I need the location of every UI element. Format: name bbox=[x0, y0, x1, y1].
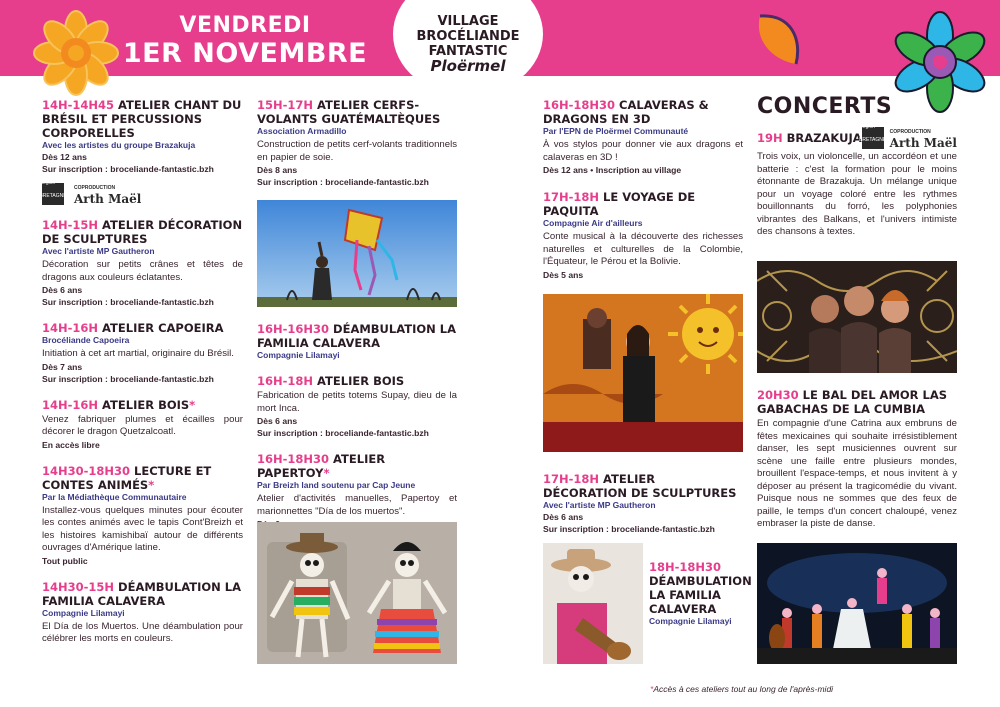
event-title bbox=[42, 98, 243, 140]
event-name: DÉAMBULATION LA FAMILIA CALAVERA bbox=[42, 579, 241, 608]
event-description: Conte musical à la découverte des richesses naturelles et culturelles de la Colombie, l'Équateur, le Pérou et la Bolivie. bbox=[543, 231, 743, 267]
event-item bbox=[257, 452, 457, 530]
event-name: BRAZAKUJA bbox=[782, 131, 862, 145]
event-name: ATELIER BOIS bbox=[313, 374, 405, 388]
event-time: 14H-16H bbox=[42, 321, 99, 335]
event-organizer: Compagnie Lilamayi bbox=[42, 607, 125, 618]
event-registration: Sur inscription : broceliande-fantastic.bzh bbox=[42, 164, 214, 174]
event-item bbox=[42, 464, 243, 567]
event-item bbox=[42, 398, 243, 451]
village-badge-text bbox=[405, 14, 531, 74]
event-name: ATELIER DÉCORATION DE SCULPTURES bbox=[42, 218, 243, 246]
event-title bbox=[42, 464, 243, 492]
event-organizer: Brocéliande Capoeira bbox=[42, 335, 130, 345]
arth-mael-logo: COPRODUCTION Arth Maël bbox=[889, 129, 957, 150]
column-4-lower bbox=[757, 388, 957, 544]
event-time: 14H-14H45 bbox=[42, 98, 115, 112]
event-time: 18H-18H30 bbox=[649, 560, 722, 574]
event-name: ATELIER CERFS-VOLANTS GUATÉMALTÈQUES bbox=[257, 98, 441, 126]
event-description: El Día de los Muertos. Une déambulation pour célébrer les morts en couleurs. bbox=[42, 620, 243, 644]
event-time: 15H-17H bbox=[257, 98, 314, 112]
event-description: Atelier d'activités manuelles, Papertoy et marionnettes "Día de los muertos". bbox=[257, 493, 457, 517]
event-item bbox=[257, 322, 457, 361]
event-title bbox=[42, 218, 243, 246]
event-name: CALAVERAS & DRAGONS EN 3D bbox=[543, 98, 709, 126]
event-age: Dès 7 ans bbox=[42, 361, 83, 372]
event-organizer: Avec l'artiste MP Gautheron bbox=[543, 500, 656, 510]
event-time: 19H bbox=[757, 131, 783, 145]
event-description: Installez-vous quelques minutes pour écouter les contes animés avec le tapis Cont'Breizh et les histoires kamishibaï autour de différents ouvrages d'Amérique latine. bbox=[42, 504, 243, 553]
asterisk-mark: * bbox=[148, 477, 155, 492]
badge-line: VILLAGE bbox=[437, 14, 499, 29]
event-item bbox=[257, 374, 457, 439]
footnote bbox=[650, 684, 833, 694]
column-3-side bbox=[649, 560, 752, 640]
event-time: 16H-18H bbox=[257, 374, 314, 388]
event-time: 17H-18H bbox=[543, 190, 600, 204]
event-name: LE VOYAGE DE PAQUITA bbox=[543, 190, 696, 218]
event-title bbox=[543, 98, 743, 126]
event-description: En compagnie d'une Catrina aux embruns de fêtes mexicaines qui souhaite irrésistiblement danser, les sept musiciennes ouvrent sur scène une faille entre plusieurs mondes, brouillent l'espace-temps, et nous invitent à y déposer au présent la tragicomédie du vivant. Puisque nous ne sommes que des feux de paille, le temps d'un concert chaloupé, venez embraser la piste de danse. bbox=[757, 418, 957, 529]
arth-mael-logo: COPRODUCTION Arth Maël bbox=[74, 185, 142, 206]
sponsor-logos bbox=[39, 180, 243, 206]
concert-item bbox=[757, 388, 957, 531]
event-organizer: Compagnie Lilamayi bbox=[257, 350, 340, 360]
event-age: Dès 12 ans bbox=[42, 152, 87, 162]
orange-flower-icon bbox=[30, 8, 122, 98]
column-1 bbox=[39, 98, 243, 659]
badge-town: Ploërmel bbox=[430, 57, 506, 75]
badge-line: FANTASTIC bbox=[428, 44, 508, 59]
event-item bbox=[42, 218, 243, 308]
concerts-heading: CONCERTS bbox=[757, 94, 893, 119]
event-title bbox=[257, 98, 457, 126]
gabachas-stage-photo bbox=[757, 543, 957, 664]
event-item bbox=[543, 98, 743, 176]
event-title bbox=[543, 190, 743, 218]
event-organizer: Avec l'artiste MP Gautheron bbox=[42, 246, 155, 256]
event-title bbox=[257, 322, 457, 350]
event-registration: Sur inscription : broceliande-fantastic.bzh bbox=[42, 373, 214, 384]
event-title bbox=[757, 388, 957, 416]
event-name: ATELIER CHANT DU BRÉSIL ET PERCUSSIONS CORPORELLES bbox=[42, 98, 242, 140]
event-age: Dès 8 ans bbox=[257, 165, 298, 175]
event-description: Venez fabriquer plumes et écailles pour décorer le dragon Quetzalcoatl. bbox=[42, 413, 243, 437]
event-organizer: Avec les artistes du groupe Brazakuja bbox=[42, 140, 196, 150]
column-2 bbox=[257, 98, 457, 543]
asterisk-mark: * bbox=[650, 684, 654, 694]
event-organizer: Compagnie Air d'ailleurs bbox=[543, 218, 643, 228]
day-label: VENDREDI bbox=[179, 13, 311, 38]
event-description: À vos stylos pour donner vie aux dragons et calaveras en 3D ! bbox=[543, 139, 743, 163]
event-item bbox=[42, 321, 243, 385]
event-time: 14H30-15H bbox=[42, 579, 115, 594]
footnote-text: Accès à ces ateliers tout au long de l'après-midi bbox=[653, 684, 834, 694]
event-description: Fabrication de petits totems Supay, dieu de la mort Inca. bbox=[257, 390, 457, 414]
event-audience: Tout public bbox=[42, 555, 88, 566]
event-time: 14H-15H bbox=[42, 218, 99, 232]
column-3 bbox=[543, 98, 743, 294]
event-organizer: Association Armadillo bbox=[257, 126, 347, 136]
event-time: 14H30-18H30 bbox=[42, 463, 131, 478]
region-bretagne-logo: Région BRETAGNE bbox=[862, 127, 884, 149]
brazakuja-band-photo bbox=[757, 261, 957, 373]
event-title bbox=[257, 452, 457, 480]
event-age: Dès 12 ans • Inscription au village bbox=[543, 165, 682, 175]
event-organizer: Compagnie Lilamayi bbox=[649, 616, 732, 626]
event-description: Décoration sur petits crânes et têtes de dragons aux couleurs éclatantes. bbox=[42, 259, 243, 283]
event-name: ATELIER DÉCORATION DE SCULPTURES bbox=[543, 472, 737, 500]
event-organizer: Par l'EPN de Ploërmel Communauté bbox=[543, 126, 689, 136]
badge-line: BROCÉLIANDE bbox=[416, 29, 520, 44]
event-title bbox=[543, 472, 743, 500]
region-bretagne-logo: Région BRETAGNE bbox=[42, 183, 64, 205]
event-item bbox=[543, 190, 743, 281]
calavera-guitarist-photo bbox=[543, 543, 643, 664]
paquita-show-photo bbox=[543, 294, 743, 452]
event-title bbox=[42, 580, 243, 608]
event-organizer: Par la Médiathèque Communautaire bbox=[42, 491, 187, 502]
event-registration: Sur inscription : broceliande-fantastic.bzh bbox=[42, 297, 214, 307]
event-time: 16H-18H30 bbox=[257, 452, 330, 466]
asterisk-mark: * bbox=[189, 397, 196, 412]
event-time: 20H30 bbox=[757, 388, 799, 402]
event-item bbox=[543, 472, 743, 535]
event-name: LE BAL DEL AMOR LAS GABACHAS DE LA CUMBIA bbox=[757, 388, 948, 416]
event-age: Dès 5 ans bbox=[543, 269, 584, 280]
orange-leaf-icon bbox=[752, 10, 804, 68]
event-title bbox=[757, 131, 862, 145]
event-title bbox=[649, 560, 752, 616]
event-registration: Sur inscription : broceliande-fantastic.bzh bbox=[257, 428, 429, 438]
event-name: DÉAMBULATION LA FAMILIA CALAVERA bbox=[257, 322, 456, 350]
event-registration: Sur inscription : broceliande-fantastic.bzh bbox=[543, 524, 715, 534]
sponsor-logos bbox=[859, 124, 957, 150]
event-item bbox=[257, 98, 457, 188]
event-title bbox=[257, 374, 457, 388]
event-name: ATELIER BOIS bbox=[98, 397, 190, 412]
event-description: Trois voix, un violoncelle, un accordéon et une batterie : c'est la formation pour le moins étonnante de Brazakuja. Un mélange unique pour un voyage coloré entre les rythmes bouillonnants du forró, les polyphonies vibrantes des Balkans, et l'univers intimiste des chansons à textes. bbox=[757, 151, 957, 237]
concert-title-row bbox=[757, 124, 957, 150]
event-date-title bbox=[120, 12, 370, 68]
event-name: LECTURE ET CONTES ANIMÉS bbox=[42, 463, 212, 492]
event-name: ATELIER CAPOEIRA bbox=[98, 321, 224, 335]
event-name: ATELIER PAPERTOY bbox=[257, 452, 386, 480]
event-age: Dès 6 ans bbox=[42, 285, 83, 295]
event-time: 16H-18H30 bbox=[543, 98, 616, 112]
event-item bbox=[649, 560, 752, 627]
event-name: DÉAMBULATION LA FAMILIA CALAVERA bbox=[649, 574, 752, 616]
column-3-lower bbox=[543, 472, 743, 548]
skeleton-puppets-photo bbox=[257, 522, 457, 664]
event-title bbox=[42, 321, 243, 335]
event-age: Dès 6 ans bbox=[257, 416, 298, 426]
event-access: En accès libre bbox=[42, 439, 100, 450]
event-organizer: Par Breizh land soutenu par Cap Jeune bbox=[257, 480, 416, 490]
event-description: Initiation à cet art martial, originaire du Brésil. bbox=[42, 348, 234, 359]
kite-photo bbox=[257, 200, 457, 307]
event-time: 17H-18H bbox=[543, 472, 600, 486]
event-title bbox=[42, 398, 243, 412]
event-item bbox=[39, 98, 243, 206]
asterisk-mark: * bbox=[323, 466, 330, 480]
column-4 bbox=[757, 94, 957, 252]
event-time: 16H-16H30 bbox=[257, 322, 330, 336]
event-time: 14H-16H bbox=[42, 397, 99, 412]
event-item bbox=[42, 580, 243, 646]
event-description: Construction de petits cerf-volants traditionnels en papier de soie. bbox=[257, 139, 457, 163]
event-registration: Sur inscription : broceliande-fantastic.bzh bbox=[257, 177, 429, 187]
date-label: 1ER NOVEMBRE bbox=[122, 38, 368, 69]
event-age: Dès 6 ans bbox=[543, 512, 584, 522]
concert-item bbox=[757, 124, 957, 239]
